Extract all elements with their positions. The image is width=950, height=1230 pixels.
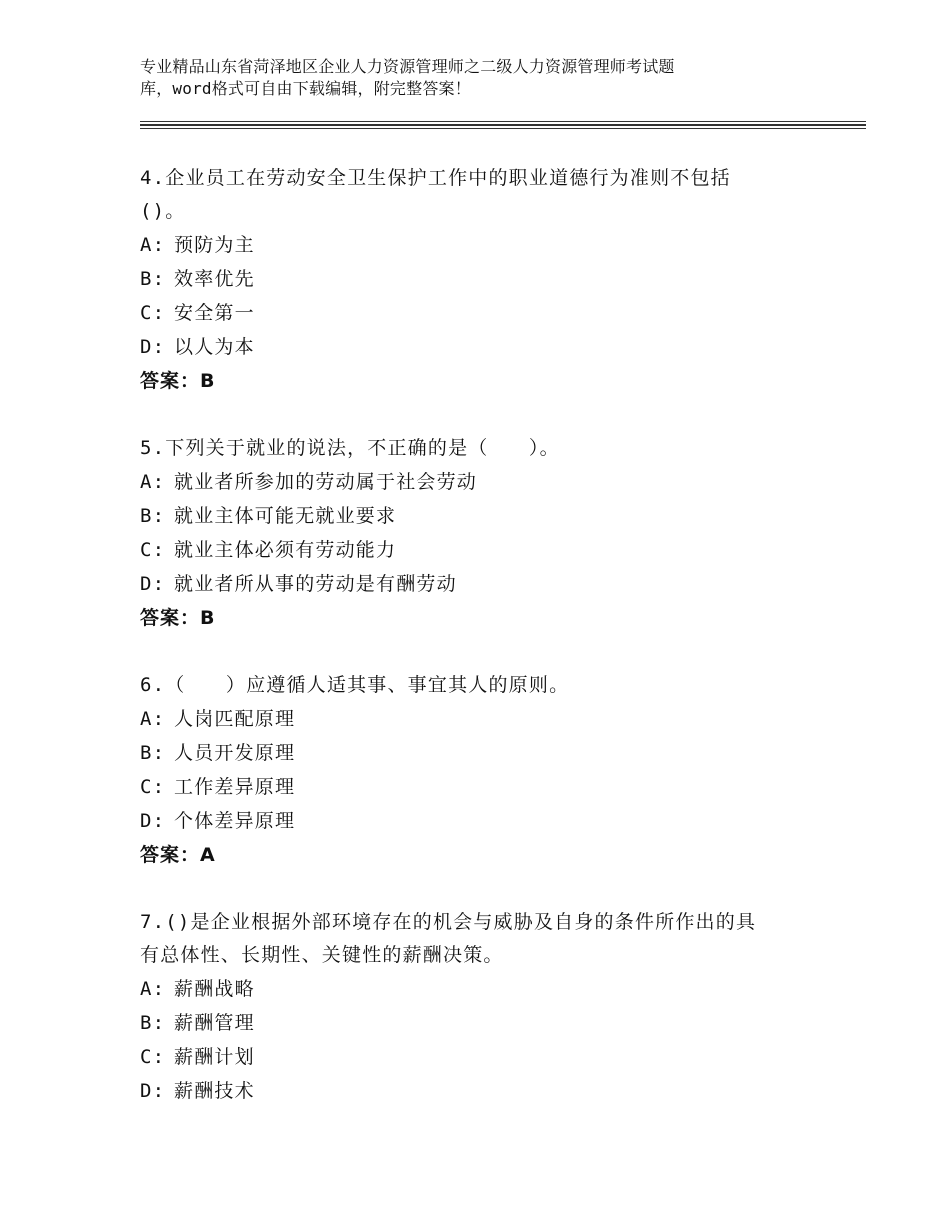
answer-option (140, 465, 830, 499)
option-text: 就业者所参加的劳动属于社会劳动 (174, 471, 478, 493)
question-block (140, 669, 830, 872)
option-text: 薪酬战略 (174, 978, 255, 1000)
option-label: A: (140, 471, 166, 493)
option-text: 就业者所从事的劳动是有酬劳动 (174, 573, 457, 595)
question-stem-line: 6.（ ）应遵循人适其事、事宜其人的原则。 (140, 674, 570, 696)
option-label: A: (140, 234, 166, 256)
option-label: C: (140, 302, 166, 324)
question-block (140, 162, 830, 398)
option-text: 预防为主 (174, 234, 255, 256)
header-divider-bottom (140, 128, 866, 129)
answer-option (140, 972, 830, 1006)
option-label: C: (140, 776, 166, 798)
question-stem-line: 有总体性、长期性、关键性的薪酬决策。 (140, 944, 504, 966)
option-label: C: (140, 1046, 166, 1068)
header-divider-top (140, 121, 866, 122)
option-label: B: (140, 742, 166, 764)
option-text: 就业主体可能无就业要求 (174, 505, 397, 527)
option-text: 薪酬管理 (174, 1012, 255, 1034)
option-label: D: (140, 573, 166, 595)
answer-option (140, 1074, 830, 1108)
option-label: B: (140, 1012, 166, 1034)
answer-option (140, 1006, 830, 1040)
option-text: 薪酬技术 (174, 1080, 255, 1102)
option-label: D: (140, 1080, 166, 1102)
option-text: 效率优先 (174, 268, 255, 290)
question-stem (140, 162, 830, 228)
answer-option (140, 499, 830, 533)
option-text: 薪酬计划 (174, 1046, 255, 1068)
question-stem (140, 669, 830, 702)
option-text: 人岗匹配原理 (174, 708, 296, 730)
question-block (140, 432, 830, 635)
question-stem-line: ()。 (140, 200, 186, 222)
answer-option (140, 702, 830, 736)
option-label: B: (140, 268, 166, 290)
document-header (140, 56, 800, 100)
option-label: C: (140, 539, 166, 561)
question-stem-line: 4.企业员工在劳动安全卫生保护工作中的职业道德行为准则不包括 (140, 167, 731, 189)
option-text: 安全第一 (174, 302, 255, 324)
answer-option (140, 770, 830, 804)
header-line-1: 专业精品山东省菏泽地区企业人力资源管理师之二级人力资源管理师考试题 (140, 57, 675, 76)
answer-option (140, 567, 830, 601)
answer-option (140, 736, 830, 770)
answer-option (140, 533, 830, 567)
question-list (140, 162, 830, 1142)
answer-option (140, 1040, 830, 1074)
header-line-2: 库，word格式可自由下载编辑，附完整答案！ (140, 79, 471, 98)
question-block (140, 906, 830, 1108)
option-text: 个体差异原理 (174, 810, 296, 832)
question-stem-line: 7.()是企业根据外部环境存在的机会与威胁及自身的条件所作出的具 (140, 911, 757, 933)
question-stem (140, 906, 830, 972)
option-text: 人员开发原理 (174, 742, 296, 764)
answer-option (140, 804, 830, 838)
option-text: 工作差异原理 (174, 776, 296, 798)
option-label: A: (140, 978, 166, 1000)
answer-option (140, 330, 830, 364)
option-text: 以人为本 (174, 336, 255, 358)
option-label: D: (140, 810, 166, 832)
answer-key: 答案：B (140, 370, 216, 392)
option-label: D: (140, 336, 166, 358)
option-label: A: (140, 708, 166, 730)
question-stem-line: 5.下列关于就业的说法，不正确的是（ ）。 (140, 437, 560, 459)
answer-key: 答案：B (140, 607, 216, 629)
answer-key: 答案：A (140, 844, 216, 866)
answer-option (140, 262, 830, 296)
question-stem (140, 432, 830, 465)
answer-option (140, 296, 830, 330)
answer-option (140, 228, 830, 262)
header-divider-middle (140, 124, 866, 126)
option-text: 就业主体必须有劳动能力 (174, 539, 397, 561)
option-label: B: (140, 505, 166, 527)
